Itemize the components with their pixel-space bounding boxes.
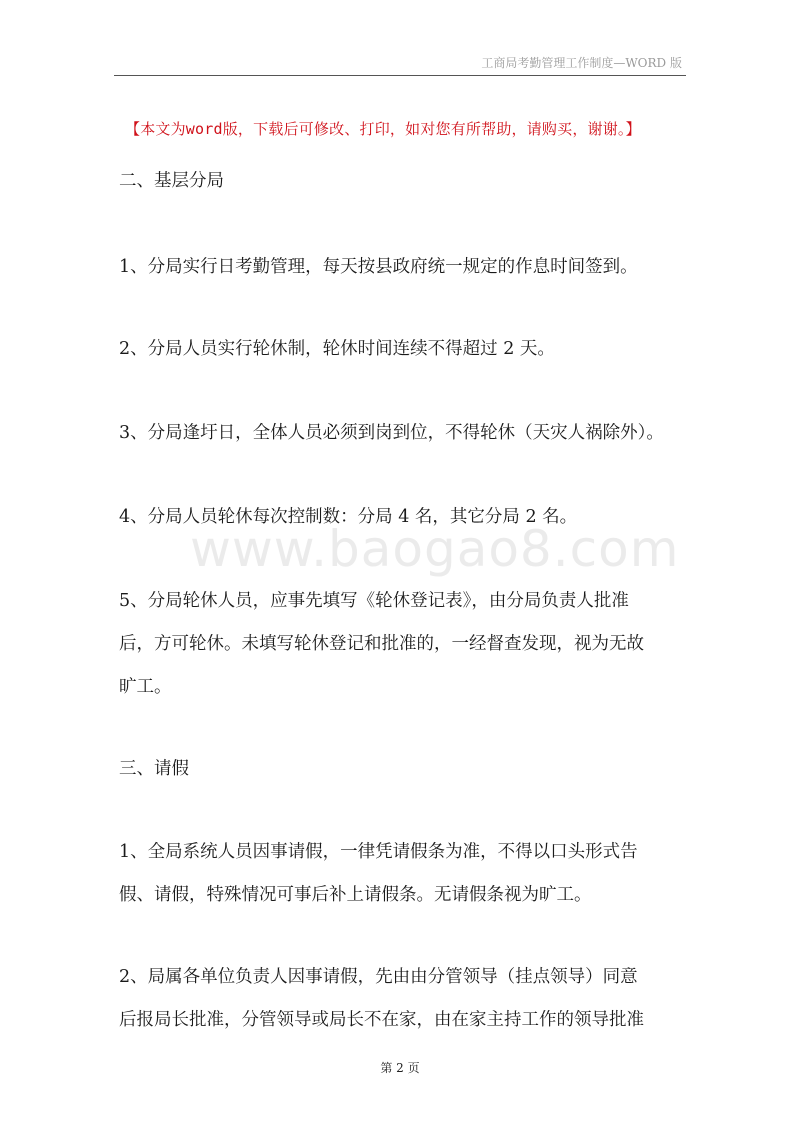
- paragraph-line: 后，方可轮休。未填写轮休登记和批准的，一经督查发现，视为无故: [119, 634, 644, 654]
- paragraph-leave-1: [119, 831, 684, 917]
- header-rule: [114, 75, 686, 76]
- paragraph-line: 4、分局人员轮休每次控制数：分局 4 名，其它分局 2 名。: [119, 507, 578, 527]
- paragraph-line: 三、请假: [119, 759, 189, 779]
- page-number: 第 2 页: [380, 1061, 420, 1075]
- running-header: 工商局考勤管理工作制度—WORD 版: [481, 56, 682, 70]
- paragraph-line: 二、基层分局: [119, 171, 224, 191]
- section-heading-grassroots: [119, 160, 684, 203]
- paragraph-item-4: [119, 496, 684, 539]
- section-heading-leave: [119, 748, 684, 791]
- watermark: www.baogao8.com: [190, 520, 680, 578]
- paragraph-line: 1、分局实行日考勤管理，每天按县政府统一规定的作息时间签到。: [119, 257, 638, 277]
- paragraph-line: 2、分局人员实行轮休制，轮休时间连续不得超过 2 天。: [119, 339, 555, 359]
- paragraph-line: 后报局长批准，分管领导或局长不在家，由在家主持工作的领导批准: [119, 1010, 644, 1030]
- paragraph-line: 假、请假，特殊情况可事后补上请假条。无请假条视为旷工。: [119, 885, 592, 905]
- paragraph-line: 3、分局逢圩日，全体人员必须到岗到位，不得轮休（天灾人祸除外）。: [119, 423, 664, 443]
- paragraph-line: 2、局属各单位负责人因事请假，先由由分管领导（挂点领导）同意: [119, 967, 638, 987]
- paragraph-item-5: [119, 580, 684, 709]
- purchase-notice: 【本文为word版，下载后可修改、打印，如对您有所帮助，请购买，谢谢。】: [125, 120, 641, 138]
- paragraph-line: 1、全局系统人员因事请假，一律凭请假条为准，不得以口头形式告: [119, 842, 638, 862]
- paragraph-line: 旷工。: [119, 677, 172, 697]
- paragraph-item-3: [119, 412, 684, 455]
- paragraph-line: 5、分局轮休人员，应事先填写《轮休登记表》，由分局负责人批准: [119, 591, 629, 611]
- paragraph-item-1: [119, 246, 684, 289]
- paragraph-item-2: [119, 328, 684, 371]
- paragraph-leave-2: [119, 956, 684, 1042]
